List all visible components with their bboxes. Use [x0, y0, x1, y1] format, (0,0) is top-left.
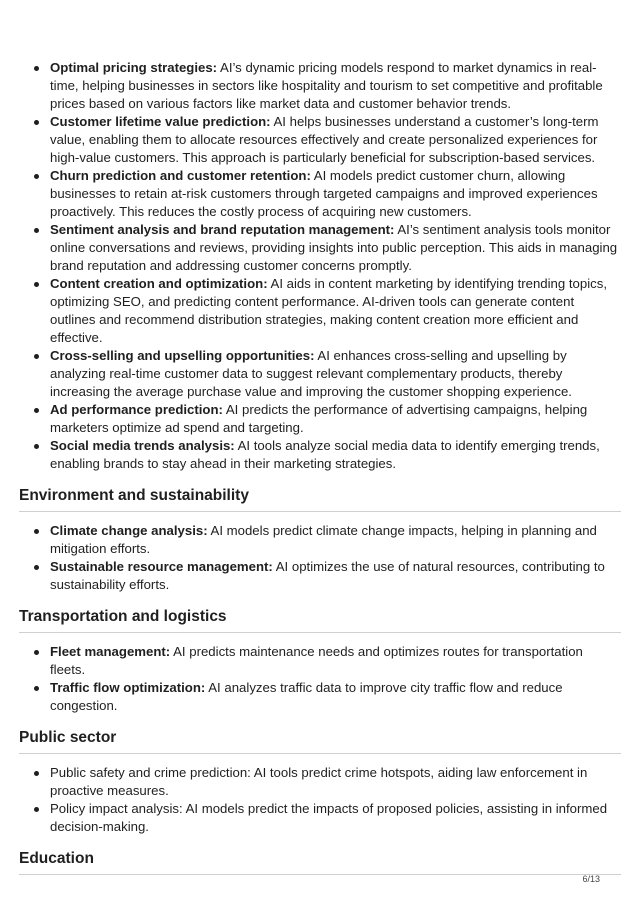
list-item-term: Optimal pricing strategies: — [50, 60, 218, 75]
list-item-text: Public safety and crime prediction: AI tools predict crime hotspots, aiding law enforcement in proactive measures. — [50, 765, 588, 798]
list-item-term: Social media trends analysis: — [50, 438, 235, 453]
list-item — [19, 401, 621, 437]
bullet-list — [19, 59, 621, 473]
list-item-term: Sustainable resource management: — [50, 559, 273, 574]
section-heading: Transportation and logistics — [19, 608, 621, 633]
list-item — [19, 437, 621, 473]
list-item-term: Climate change analysis: — [50, 523, 208, 538]
list-item-text: AI aids in content marketing by identifying trending topics, optimizing SEO, and predicting content performance. AI-driven tools can generate content outlines and recommend distribution strategies, making content creation more efficient and effective. — [50, 276, 607, 345]
list-item — [19, 167, 621, 221]
list-item-text: Policy impact analysis: AI models predict the impacts of proposed policies, assisting in informed decision-making. — [50, 801, 608, 834]
list-item — [19, 59, 621, 113]
list-item — [19, 558, 621, 594]
list-item-term: Sentiment analysis and brand reputation management: — [50, 222, 395, 237]
list-item-text: AI tools analyze social media data to identify emerging trends, enabling brands to stay ahead in their marketing strategies. — [50, 438, 600, 471]
list-item-term: Customer lifetime value prediction: — [50, 114, 271, 129]
list-item-text: AI models predict customer churn, allowing businesses to retain at-risk customers through targeted campaigns and improved experiences proactively. This reduces the costly process of acquiring new customers. — [50, 168, 598, 219]
list-item-term: Fleet management: — [50, 644, 171, 659]
list-item — [19, 679, 621, 715]
list-item — [19, 800, 621, 836]
list-item — [19, 113, 621, 167]
list-item — [19, 643, 621, 679]
document-body — [19, 59, 621, 885]
list-item — [19, 764, 621, 800]
list-item — [19, 221, 621, 275]
section-heading: Public sector — [19, 729, 621, 754]
list-item-term: Ad performance prediction: — [50, 402, 223, 417]
list-item-text: AI helps businesses understand a customer’s long-term value, enabling them to allocate resources effectively and create personalized experiences for high-value customers. This approach is particularly beneficial for subscription-based services. — [50, 114, 599, 165]
list-item-term: Churn prediction and customer retention: — [50, 168, 311, 183]
list-item-term: Cross-selling and upselling opportunities: — [50, 348, 315, 363]
bullet-list — [19, 643, 621, 715]
page-number: 6/13 — [582, 874, 600, 884]
bullet-list — [19, 522, 621, 594]
list-item-text: AI’s dynamic pricing models respond to market dynamics in real-time, helping businesses in sectors like hospitality and tourism to set competitive and profitable prices based on various factors like market data and customer behavior trends. — [50, 60, 603, 111]
list-item — [19, 275, 621, 347]
list-item-text: AI enhances cross-selling and upselling by analyzing real-time customer data to suggest relevant complementary products, thereby increasing the average purchase value and improving the customer shopping experience. — [50, 348, 572, 399]
list-item-text: AI analyzes traffic data to improve city traffic flow and reduce congestion. — [50, 680, 563, 713]
list-item-text: AI’s sentiment analysis tools monitor online conversations and reviews, providing insights into public perception. This aids in managing brand reputation and addressing customer concerns promptly. — [50, 222, 618, 273]
section-heading: Education — [19, 850, 621, 875]
list-item-term: Content creation and optimization: — [50, 276, 268, 291]
list-item-text: AI predicts maintenance needs and optimizes routes for transportation fleets. — [50, 644, 583, 677]
list-item — [19, 522, 621, 558]
list-item-text: AI optimizes the use of natural resources, contributing to sustainability efforts. — [50, 559, 605, 592]
bullet-list — [19, 764, 621, 836]
list-item-text: AI predicts the performance of advertising campaigns, helping marketers optimize ad spend and targeting. — [50, 402, 588, 435]
list-item-term: Traffic flow optimization: — [50, 680, 206, 695]
list-item-text: AI models predict climate change impacts, helping in planning and mitigation efforts. — [50, 523, 597, 556]
list-item — [19, 347, 621, 401]
section-heading: Environment and sustainability — [19, 487, 621, 512]
